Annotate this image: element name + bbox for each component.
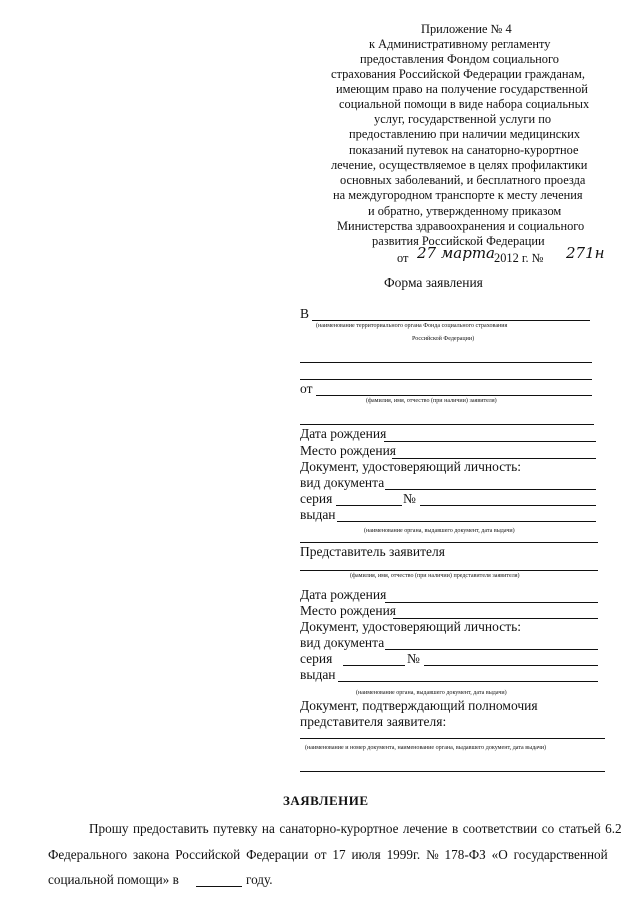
header-line: страхования Российской Федерации гражданам, (331, 67, 585, 81)
applicant-id-document-label: Документ, удостоверяющий личность: (300, 459, 522, 474)
representative-number-label: № (407, 651, 420, 666)
order-year-number: 2012 г. № (494, 251, 544, 265)
statement-line: году. (246, 872, 273, 887)
header-line: услуг, государственной услуги по (374, 112, 552, 126)
header-line: развития Российской Федерации (372, 234, 545, 248)
representative-authority-label: представителя заявителя: (300, 714, 447, 729)
recipient-field[interactable] (300, 362, 592, 363)
header-line: показаний путевок на санаторно-курортное (349, 143, 579, 157)
applicant-issued-caption: (наименование органа, выдавшего документ, дата выдачи) (364, 527, 515, 534)
applicant-birth-date-label: Дата рождения (300, 426, 387, 441)
applicant-name-field[interactable] (316, 395, 592, 396)
applicant-name-caption: (фамилия, имя, отчество (при наличии) заявителя) (366, 397, 497, 404)
applicant-number-field[interactable] (420, 505, 596, 506)
recipient-field[interactable] (300, 379, 592, 380)
representative-authority-field[interactable] (300, 738, 605, 739)
representative-authority-caption: (наименование и номер документа, наименование органа, выдавшего документ, дата выдачи) (305, 744, 547, 751)
applicant-issued-field[interactable] (337, 521, 596, 522)
representative-issued-label: выдан (300, 667, 336, 682)
header-line: социальной помощи в виде набора социальных (339, 97, 590, 111)
representative-name-caption: (фамилия, имя, отчество (при наличии) представителя заявителя) (350, 572, 520, 579)
recipient-caption: Российской Федерации) (412, 335, 475, 342)
header-line: и обратно, утвержденному приказом (368, 204, 562, 218)
applicant-name-field[interactable] (300, 424, 594, 425)
representative-series-label: серия (300, 651, 333, 666)
applicant-doc-type-field[interactable] (385, 489, 596, 490)
order-date-prefix: от (397, 251, 409, 265)
header-line: предоставлению при наличии медицинских (349, 127, 581, 141)
order-date-handwritten: 27 марта (417, 244, 496, 262)
representative-authority-field[interactable] (300, 771, 605, 772)
applicant-doc-type-label: вид документа (300, 475, 385, 490)
representative-issued-caption: (наименование органа, выдавшего документ, дата выдачи) (356, 689, 507, 696)
representative-id-document-label: Документ, удостоверяющий личность: (300, 619, 522, 634)
representative-birth-date-field[interactable] (385, 602, 598, 603)
recipient-field[interactable] (312, 320, 590, 321)
statement-line: социальной помощи» в (48, 872, 179, 887)
recipient-prefix: В (300, 306, 310, 321)
representative-birth-date-label: Дата рождения (300, 587, 387, 602)
applicant-issued-label: выдан (300, 507, 336, 522)
applicant-birth-date-field[interactable] (384, 441, 596, 442)
header-line: лечение, осуществляемое в целях профилактики (331, 158, 588, 172)
header-line: предоставления Фондом социального (360, 52, 559, 66)
header-line: Министерства здравоохранения и социального (337, 219, 585, 233)
applicant-number-label: № (403, 491, 416, 506)
header-line: основных заболеваний, и бесплатного проезда (340, 173, 586, 187)
statement-line: Прошу предоставить путевку на санаторно-курортное лечение в соответствии со статьей 6.2 (89, 821, 622, 836)
representative-doc-type-label: вид документа (300, 635, 385, 650)
applicant-series-label: серия (300, 491, 333, 506)
applicant-series-field[interactable] (336, 505, 402, 506)
statement-title: ЗАЯВЛЕНИЕ (283, 793, 369, 808)
representative-birth-place-label: Место рождения (300, 603, 397, 618)
representative-number-field[interactable] (424, 665, 598, 666)
recipient-caption: (наименование территориального органа Фонда социального страхования (316, 322, 508, 329)
statement-line: Федерального закона Российской Федерации от 17 июля 1999г. № 178-ФЗ «О государственной (48, 847, 608, 862)
header-line: на междугородном транспорте к месту лечения (333, 188, 583, 202)
header-line: к Административному регламенту (369, 37, 551, 51)
form-title: Форма заявления (384, 275, 483, 290)
applicant-issued-field[interactable] (300, 542, 598, 543)
representative-doc-type-field[interactable] (385, 649, 598, 650)
header-line: Приложение № 4 (421, 22, 512, 36)
representative-series-field[interactable] (343, 665, 405, 666)
header-line: имеющим право на получение государственной (336, 82, 588, 96)
representative-title: Представитель заявителя (300, 544, 445, 559)
representative-name-field[interactable] (300, 570, 598, 571)
order-number-handwritten: 271н (566, 244, 605, 262)
statement-year-field[interactable] (196, 886, 242, 887)
representative-issued-field[interactable] (338, 681, 598, 682)
applicant-prefix: от (300, 381, 313, 396)
applicant-birth-place-label: Место рождения (300, 443, 397, 458)
representative-authority-label: Документ, подтверждающий полномочия (300, 698, 538, 713)
